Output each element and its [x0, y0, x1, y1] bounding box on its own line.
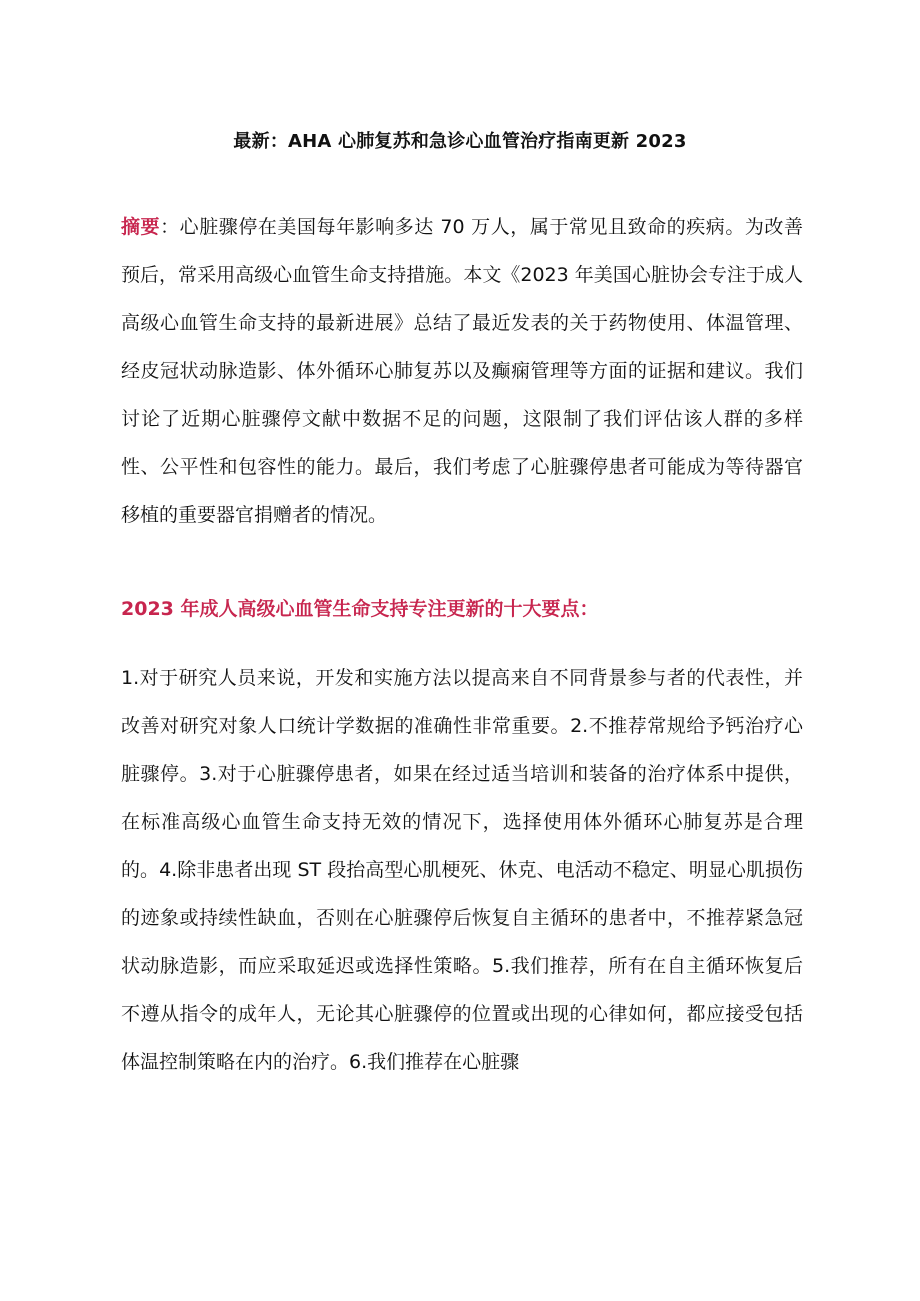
abstract-colon: ：: [160, 216, 180, 238]
section-heading: 2023 年成人高级心血管生命支持专注更新的十大要点：: [121, 598, 599, 620]
key-points-paragraph: 1.对于研究人员来说，开发和实施方法以提高来自不同背景参与者的代表性，并改善对研究对象人口统计学数据的准确性非常重要。2.不推荐常规给予钙治疗心脏骤停。3.对于心脏骤停患者，如果在经过适当培训和装备的治疗体系中提供，在标准高级心血管生命支持无效的情况下，选择使用体外循环心肺复苏是合理的。4.除非患者出现 ST 段抬高型心肌梗死、休克、电活动不稳定、明显心肌损伤的迹象或持续性缺血，否则在心脏骤停后恢复自主循环的患者中，不推荐紧急冠状动脉造影，而应采取延迟或选择性策略。5.我们推荐，所有在自主循环恢复后不遵从指令的成年人，无论其心脏骤停的位置或出现的心律如何，都应接受包括体温控制策略在内的治疗。6.我们推荐在心脏骤: [121, 667, 803, 1073]
abstract-text: 心脏骤停在美国每年影响多达 70 万人，属于常见且致命的疾病。为改善预后，常采用高级心血管生命支持措施。本文《2023 年美国心脏协会专注于成人高级心血管生命支持的最新进展》总结了最近发表的关于药物使用、体温管理、经皮冠状动脉造影、体外循环心肺复苏以及癫痫管理等方面的证据和建议。我们讨论了近期心脏骤停文献中数据不足的问题，这限制了我们评估该人群的多样性、公平性和包容性的能力。最后，我们考虑了心脏骤停患者可能成为等待器官移植的重要器官捐赠者的情况。: [121, 216, 803, 526]
page-title: 最新：AHA 心肺复苏和急诊心血管治疗指南更新 2023: [233, 131, 687, 152]
abstract-label: 摘要: [121, 216, 161, 238]
abstract-paragraph: [121, 203, 803, 539]
